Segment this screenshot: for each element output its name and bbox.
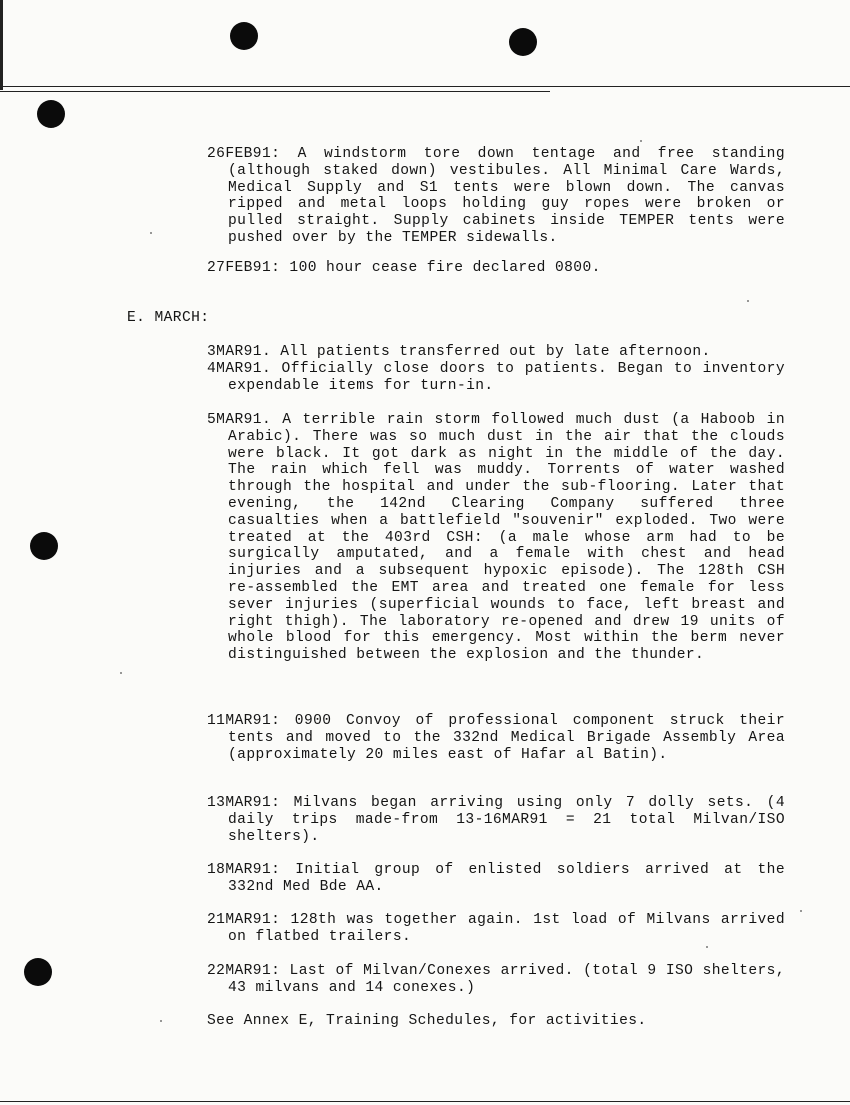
entry-21mar91: 21MAR91: 128th was together again. 1st load of Milvans arrived on flatbed trailers. (207, 912, 785, 945)
scan-speck (800, 910, 802, 912)
entry-4mar91: 4MAR91. Officially close doors to patients. Began to inventory expendable items for turn-in. (207, 361, 785, 394)
scan-edge (0, 0, 3, 90)
punch-hole (24, 958, 52, 986)
entry-13mar91: 13MAR91: Milvans began arriving using only 7 dolly sets. (4 daily trips made-from 13-16MAR91 = 21 total Milvan/ISO shelters). (207, 795, 785, 845)
entry-27feb91: 27FEB91: 100 hour cease fire declared 0800. (207, 260, 601, 276)
footer-rule (0, 1101, 850, 1102)
punch-hole (30, 532, 58, 560)
entry-11mar91: 11MAR91: 0900 Convoy of professional component struck their tents and moved to the 332nd Medical Brigade Assembly Area (approximately 20 miles east of Hafar al Batin). (207, 713, 785, 763)
scan-speck (160, 1020, 162, 1022)
punch-hole (37, 100, 65, 128)
entry-18mar91: 18MAR91: Initial group of enlisted soldiers arrived at the 332nd Med Bde AA. (207, 862, 785, 895)
entry-26feb91: 26FEB91: A windstorm tore down tentage and free standing (although staked down) vestibules. All Minimal Care Wards, Medical Supply and S1 tents were blown down. The canvas ripped and metal loops holding guy ropes were broken or pulled straight. Supply cabinets inside TEMPER tents were pushed over by the TEMPER sidewalls. (207, 146, 785, 246)
scan-speck (640, 140, 642, 142)
scan-speck (706, 946, 708, 948)
scan-speck (747, 300, 749, 302)
section-heading: E. MARCH: (127, 310, 210, 326)
scan-speck (120, 672, 122, 674)
entry-22mar91: 22MAR91: Last of Milvan/Conexes arrived. (total 9 ISO shelters, 43 milvans and 14 conexes.) (207, 963, 785, 996)
header-rule (0, 86, 850, 87)
punch-hole (509, 28, 537, 56)
header-rule (0, 91, 550, 92)
scan-speck (150, 232, 152, 234)
punch-hole (230, 22, 258, 50)
entry-5mar91: 5MAR91. A terrible rain storm followed much dust (a Haboob in Arabic). There was so much dust in the air that the clouds were black. It got dark as night in the middle of the day. The rain which fell was muddy. Torrents of water washed through the hospital and under the sub-flooring. Later that evening, the 142nd Clearing Company suffered three casualties when a battlefield "souvenir" exploded. Two were treated at the 403rd CSH: (a male whose arm had to be surgically amputated, and a female with chest and head injuries and a subsequent hypoxic episode). The 128th CSH re-assembled the EMT area and treated one female for less sever injuries (superficial wounds to face, left breast and right thigh). The laboratory re-opened and drew 19 units of whole blood for this emergency. Most within the berm never distinguished between the explosion and the thunder. (207, 412, 785, 664)
annex-reference: See Annex E, Training Schedules, for activities. (207, 1013, 647, 1029)
entry-3mar91: 3MAR91. All patients transferred out by late afternoon. (207, 344, 711, 360)
